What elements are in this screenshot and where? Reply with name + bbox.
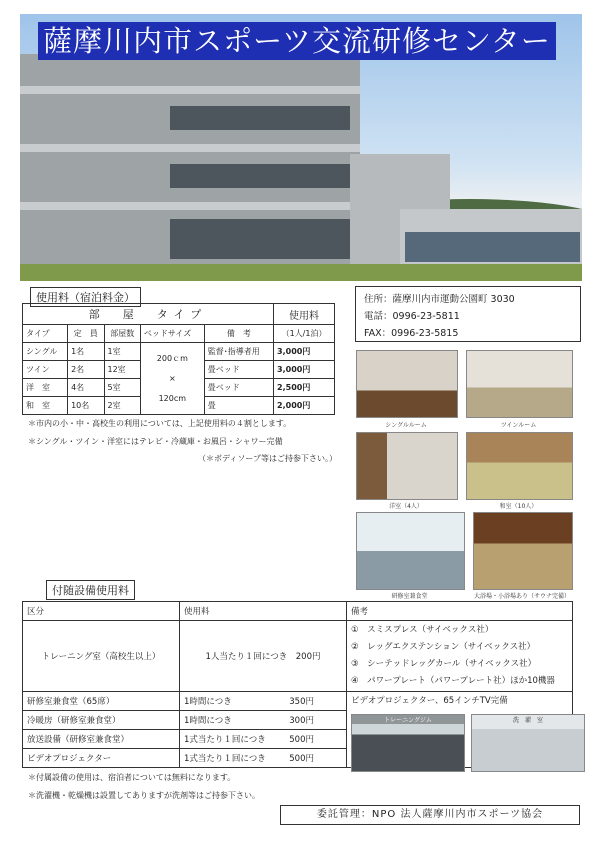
dining-photo	[356, 512, 465, 590]
room-count: 2室	[104, 397, 140, 415]
facility-notes-cell	[347, 692, 573, 768]
room-fee: 2,000円	[274, 397, 335, 415]
bath-photo	[473, 512, 573, 590]
room-type: ツイン	[23, 361, 68, 379]
fee-note: ＊市内の小・中・高校生の利用については、上記使用料の４割とします。	[28, 419, 292, 428]
equipment-item: ④ パワープレート（パワープレート社）ほか10機器	[351, 676, 555, 686]
caption-western: 洋室（4人）	[389, 503, 423, 510]
caption-laundry: 洗 濯 室	[512, 717, 543, 724]
room-count: 12室	[104, 361, 140, 379]
equipment-item: ② レッグエクステンション（サイベックス社）	[351, 642, 536, 652]
address: 住所：薩摩川内市運動公園町 3030	[364, 294, 515, 305]
facility-fee	[180, 711, 347, 730]
bed-size	[140, 343, 204, 415]
room-type-header: 部 屋 タイプ	[23, 304, 274, 325]
caption-japanese: 和室（10人）	[499, 503, 538, 510]
facility-name: 冷暖房（研修室兼食堂）	[23, 711, 180, 730]
contact-box	[355, 286, 581, 342]
col-rooms: 部屋数	[104, 325, 140, 343]
training-fee: 1人当たり１回につき 200円	[180, 621, 347, 692]
caption-twin: ツインルーム	[500, 422, 537, 429]
page-title: 薩摩川内市スポーツ交流研修センター	[38, 22, 556, 60]
col-fee: 使用料	[180, 602, 347, 621]
facility-name: 研修室兼食堂（65席）	[23, 692, 180, 711]
room-fee: 2,500円	[274, 379, 335, 397]
caption-bath: 大浴場・小浴場あり（サウナ完備）	[473, 593, 570, 600]
room-notes: 畳ベッド	[204, 361, 273, 379]
room-fee: 3,000円	[274, 361, 335, 379]
facility-table	[22, 601, 573, 768]
table-row	[23, 621, 573, 692]
facility-unit: 1式当たり１回につき	[184, 735, 266, 745]
training-notes	[347, 621, 573, 692]
bed-size-width: 120cm	[158, 393, 187, 403]
room-count: 5室	[104, 379, 140, 397]
caption-dining: 研修室兼食堂	[391, 593, 428, 600]
col-category: 区分	[23, 602, 180, 621]
fee-note: ＊シングル・ツイン・洋室にはテレビ・冷蔵庫・お風呂・シャワー完備	[28, 437, 283, 446]
room-type: 洋 室	[23, 379, 68, 397]
facility-note: ＊洗濯機・乾燥機は設置してありますが洗剤等はご持参下さい。	[28, 791, 260, 800]
room-count: 1室	[104, 343, 140, 361]
facility-fee	[180, 730, 347, 749]
room-type: シングル	[23, 343, 68, 361]
facility-price: 350円	[289, 697, 314, 707]
bed-size-length: 200ｃm	[156, 353, 188, 363]
facility-price: 300円	[289, 716, 314, 726]
facility-fee	[180, 692, 347, 711]
facility-note: ＊付属設備の使用は、宿泊者については無料になります。	[28, 773, 236, 782]
col-bed: ベッドサイズ	[140, 325, 204, 343]
single-room-photo	[356, 350, 458, 418]
japanese-room-photo	[466, 432, 573, 500]
fee-header: 使用料	[274, 304, 335, 325]
training-name: トレーニング室（高校生以上）	[23, 621, 180, 692]
fax: FAX：0996-23-5815	[364, 328, 459, 339]
laundry-photo	[471, 714, 585, 772]
room-notes: 畳	[204, 397, 273, 415]
facility-name: 放送設備（研修室兼食堂）	[23, 730, 180, 749]
table-row	[23, 343, 335, 361]
room-capacity: 2名	[68, 361, 104, 379]
facility-fee	[180, 749, 347, 768]
fee-note: （＊ボディソープ等はご持参下さい。）	[198, 454, 337, 463]
fee-table	[22, 303, 335, 415]
facility-price: 500円	[289, 735, 314, 745]
col-notes: 備考	[347, 602, 573, 621]
phone: 電話：0996-23-5811	[364, 311, 460, 322]
room-notes: 監督･指導者用	[204, 343, 273, 361]
room-fee: 3,000円	[274, 343, 335, 361]
room-type: 和 室	[23, 397, 68, 415]
table-row	[23, 692, 573, 711]
twin-room-photo	[466, 350, 573, 418]
facility-section-label: 付随設備使用料	[46, 580, 135, 600]
room-capacity: 10名	[68, 397, 104, 415]
facility-unit: 1時間につき	[184, 716, 232, 726]
equipment-item: ③ シーテッドレッグカール（サイベックス社）	[351, 659, 537, 669]
fee-section-label: 使用料（宿泊料金）	[30, 287, 141, 307]
col-type: タイプ	[23, 325, 68, 343]
room-notes: 畳ベッド	[204, 379, 273, 397]
footer-manager: 委託管理：NPO 法人薩摩川内市スポーツ協会	[280, 805, 580, 825]
bed-size-times: ×	[168, 373, 176, 383]
facility-name: ビデオプロジェクター	[23, 749, 180, 768]
room-capacity: 1名	[68, 343, 104, 361]
equipment-item: ① スミスプレス（サイベックス社）	[351, 625, 494, 635]
gym-photo	[351, 714, 465, 772]
room-capacity: 4名	[68, 379, 104, 397]
facility-unit: 1時間につき	[184, 697, 232, 707]
caption-single: シングルルーム	[385, 422, 427, 429]
western-room-photo	[356, 432, 458, 500]
caption-gym: トレーニングジム	[352, 715, 464, 724]
col-capacity: 定 員	[68, 325, 104, 343]
facility-notes: ビデオプロジェクター、65インチTV完備	[351, 696, 508, 706]
facility-unit: 1式当たり１回につき	[184, 754, 266, 764]
col-notes: 備 考	[204, 325, 273, 343]
facility-price: 500円	[289, 754, 314, 764]
fee-unit: （1人/1泊）	[274, 325, 335, 343]
